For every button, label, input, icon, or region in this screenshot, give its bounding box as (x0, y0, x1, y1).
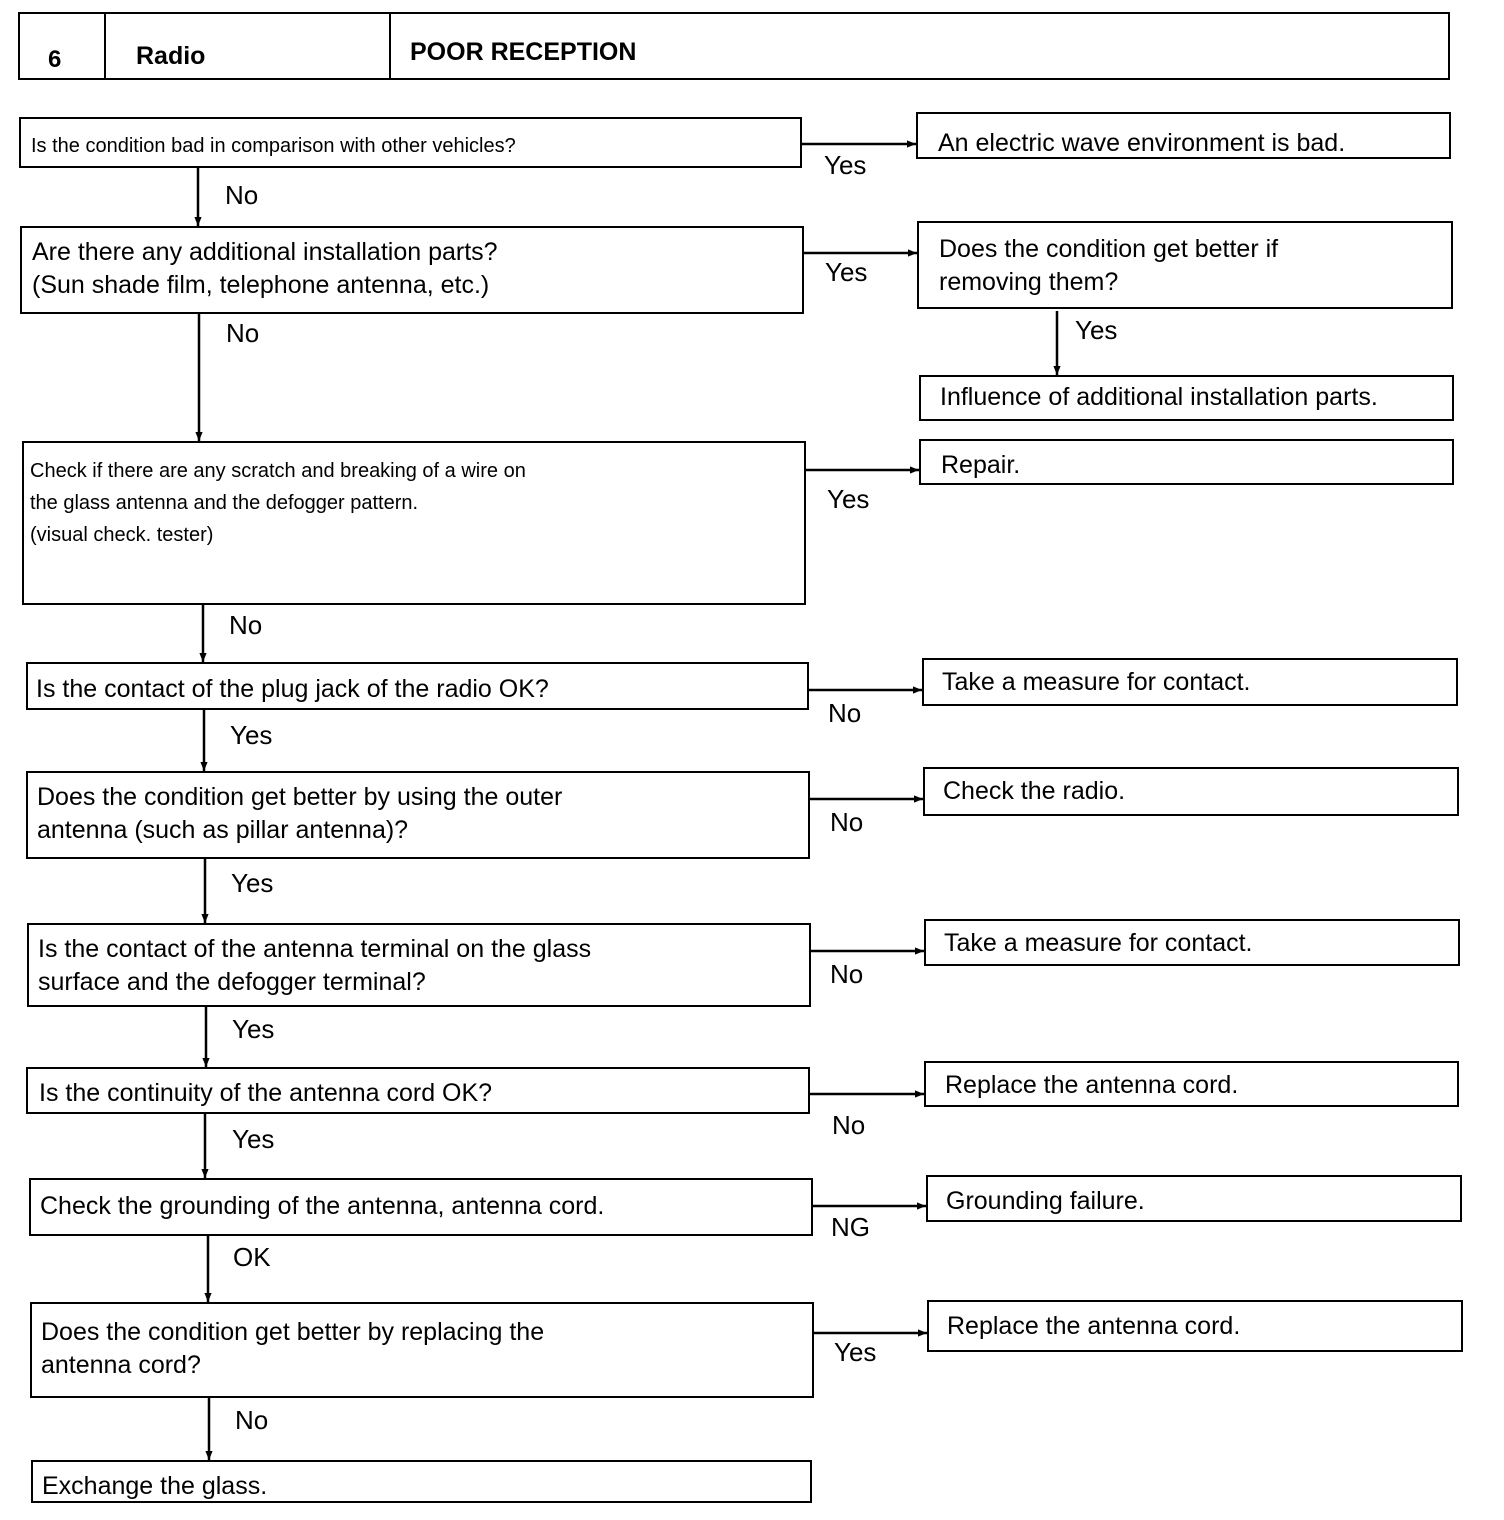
question-box (22, 441, 806, 605)
question-box (29, 1178, 813, 1236)
branch-label: No (828, 698, 862, 728)
result-text: Take a measure for contact. (944, 929, 1253, 957)
branch-label: Yes (824, 150, 867, 180)
result-text: Check the radio. (943, 777, 1126, 805)
question-box (31, 1460, 812, 1503)
question-text: Does the condition get better by replacing the antenna cord? (41, 1318, 545, 1379)
result-box (926, 1175, 1462, 1222)
result-text: An electric wave environment is bad. (938, 129, 1346, 157)
result-box (922, 658, 1458, 706)
result-box (917, 221, 1453, 309)
branch-label: OK (233, 1242, 271, 1272)
question-box (26, 771, 810, 859)
result-box (927, 1300, 1463, 1352)
result-text: Does the condition get better if removing them? (939, 235, 1279, 296)
result-box (924, 919, 1460, 966)
section-number: 6 (48, 46, 62, 73)
result-box (916, 112, 1451, 159)
question-text: Does the condition get better by using the outer antenna (such as pillar antenna)? (37, 783, 563, 844)
branch-label: Yes (230, 720, 273, 750)
branch-label: Yes (231, 868, 274, 898)
branch-label: Yes (1075, 315, 1118, 345)
branch-label: No (226, 318, 260, 348)
result-text: Take a measure for contact. (942, 668, 1251, 696)
question-text: Is the condition bad in comparison with other vehicles? (31, 135, 516, 157)
branch-label: Yes (825, 257, 868, 287)
question-box (20, 226, 804, 314)
branch-label: Yes (827, 484, 870, 514)
question-box (26, 1067, 810, 1114)
result-text: Replace the antenna cord. (945, 1071, 1239, 1099)
result-box (919, 375, 1454, 421)
branch-label: No (225, 180, 259, 210)
header-divider (104, 14, 106, 78)
branch-label: No (235, 1405, 269, 1435)
branch-label: Yes (834, 1337, 877, 1367)
branch-label: No (229, 610, 263, 640)
header-divider (389, 14, 391, 78)
question-text: Check the grounding of the antenna, antenna cord. (40, 1192, 605, 1220)
result-text: Repair. (941, 451, 1021, 479)
header-bar (18, 12, 1450, 80)
result-box (924, 1061, 1459, 1107)
question-text: Is the contact of the plug jack of the radio OK? (36, 675, 549, 703)
question-box (26, 662, 809, 710)
question-text: Are there any additional installation parts? (Sun shade film, telephone antenna, etc.) (32, 238, 498, 299)
section-name: Radio (136, 42, 206, 70)
branch-label: NG (831, 1212, 870, 1242)
result-text: Influence of additional installation parts. (940, 383, 1378, 411)
branch-label: No (830, 959, 864, 989)
branch-label: Yes (232, 1124, 275, 1154)
branch-label: Yes (232, 1014, 275, 1044)
page-title: POOR RECEPTION (410, 38, 637, 66)
result-text: Replace the antenna cord. (947, 1312, 1241, 1340)
question-text: Is the contact of the antenna terminal on the glass surface and the defogger terminal? (38, 935, 592, 996)
result-box (919, 439, 1454, 485)
branch-label: No (830, 807, 864, 837)
question-text: Is the continuity of the antenna cord OK? (39, 1079, 493, 1107)
question-text: Check if there are any scratch and breaking of a wire on the glass antenna and the defogger pattern. (visual check. tester) (30, 460, 526, 546)
question-box (19, 117, 802, 168)
question-box (27, 923, 811, 1007)
result-text: Grounding failure. (946, 1187, 1145, 1215)
branch-label: No (832, 1110, 866, 1140)
question-text: Exchange the glass. (42, 1472, 268, 1500)
question-box (30, 1302, 814, 1398)
result-box (923, 767, 1459, 816)
